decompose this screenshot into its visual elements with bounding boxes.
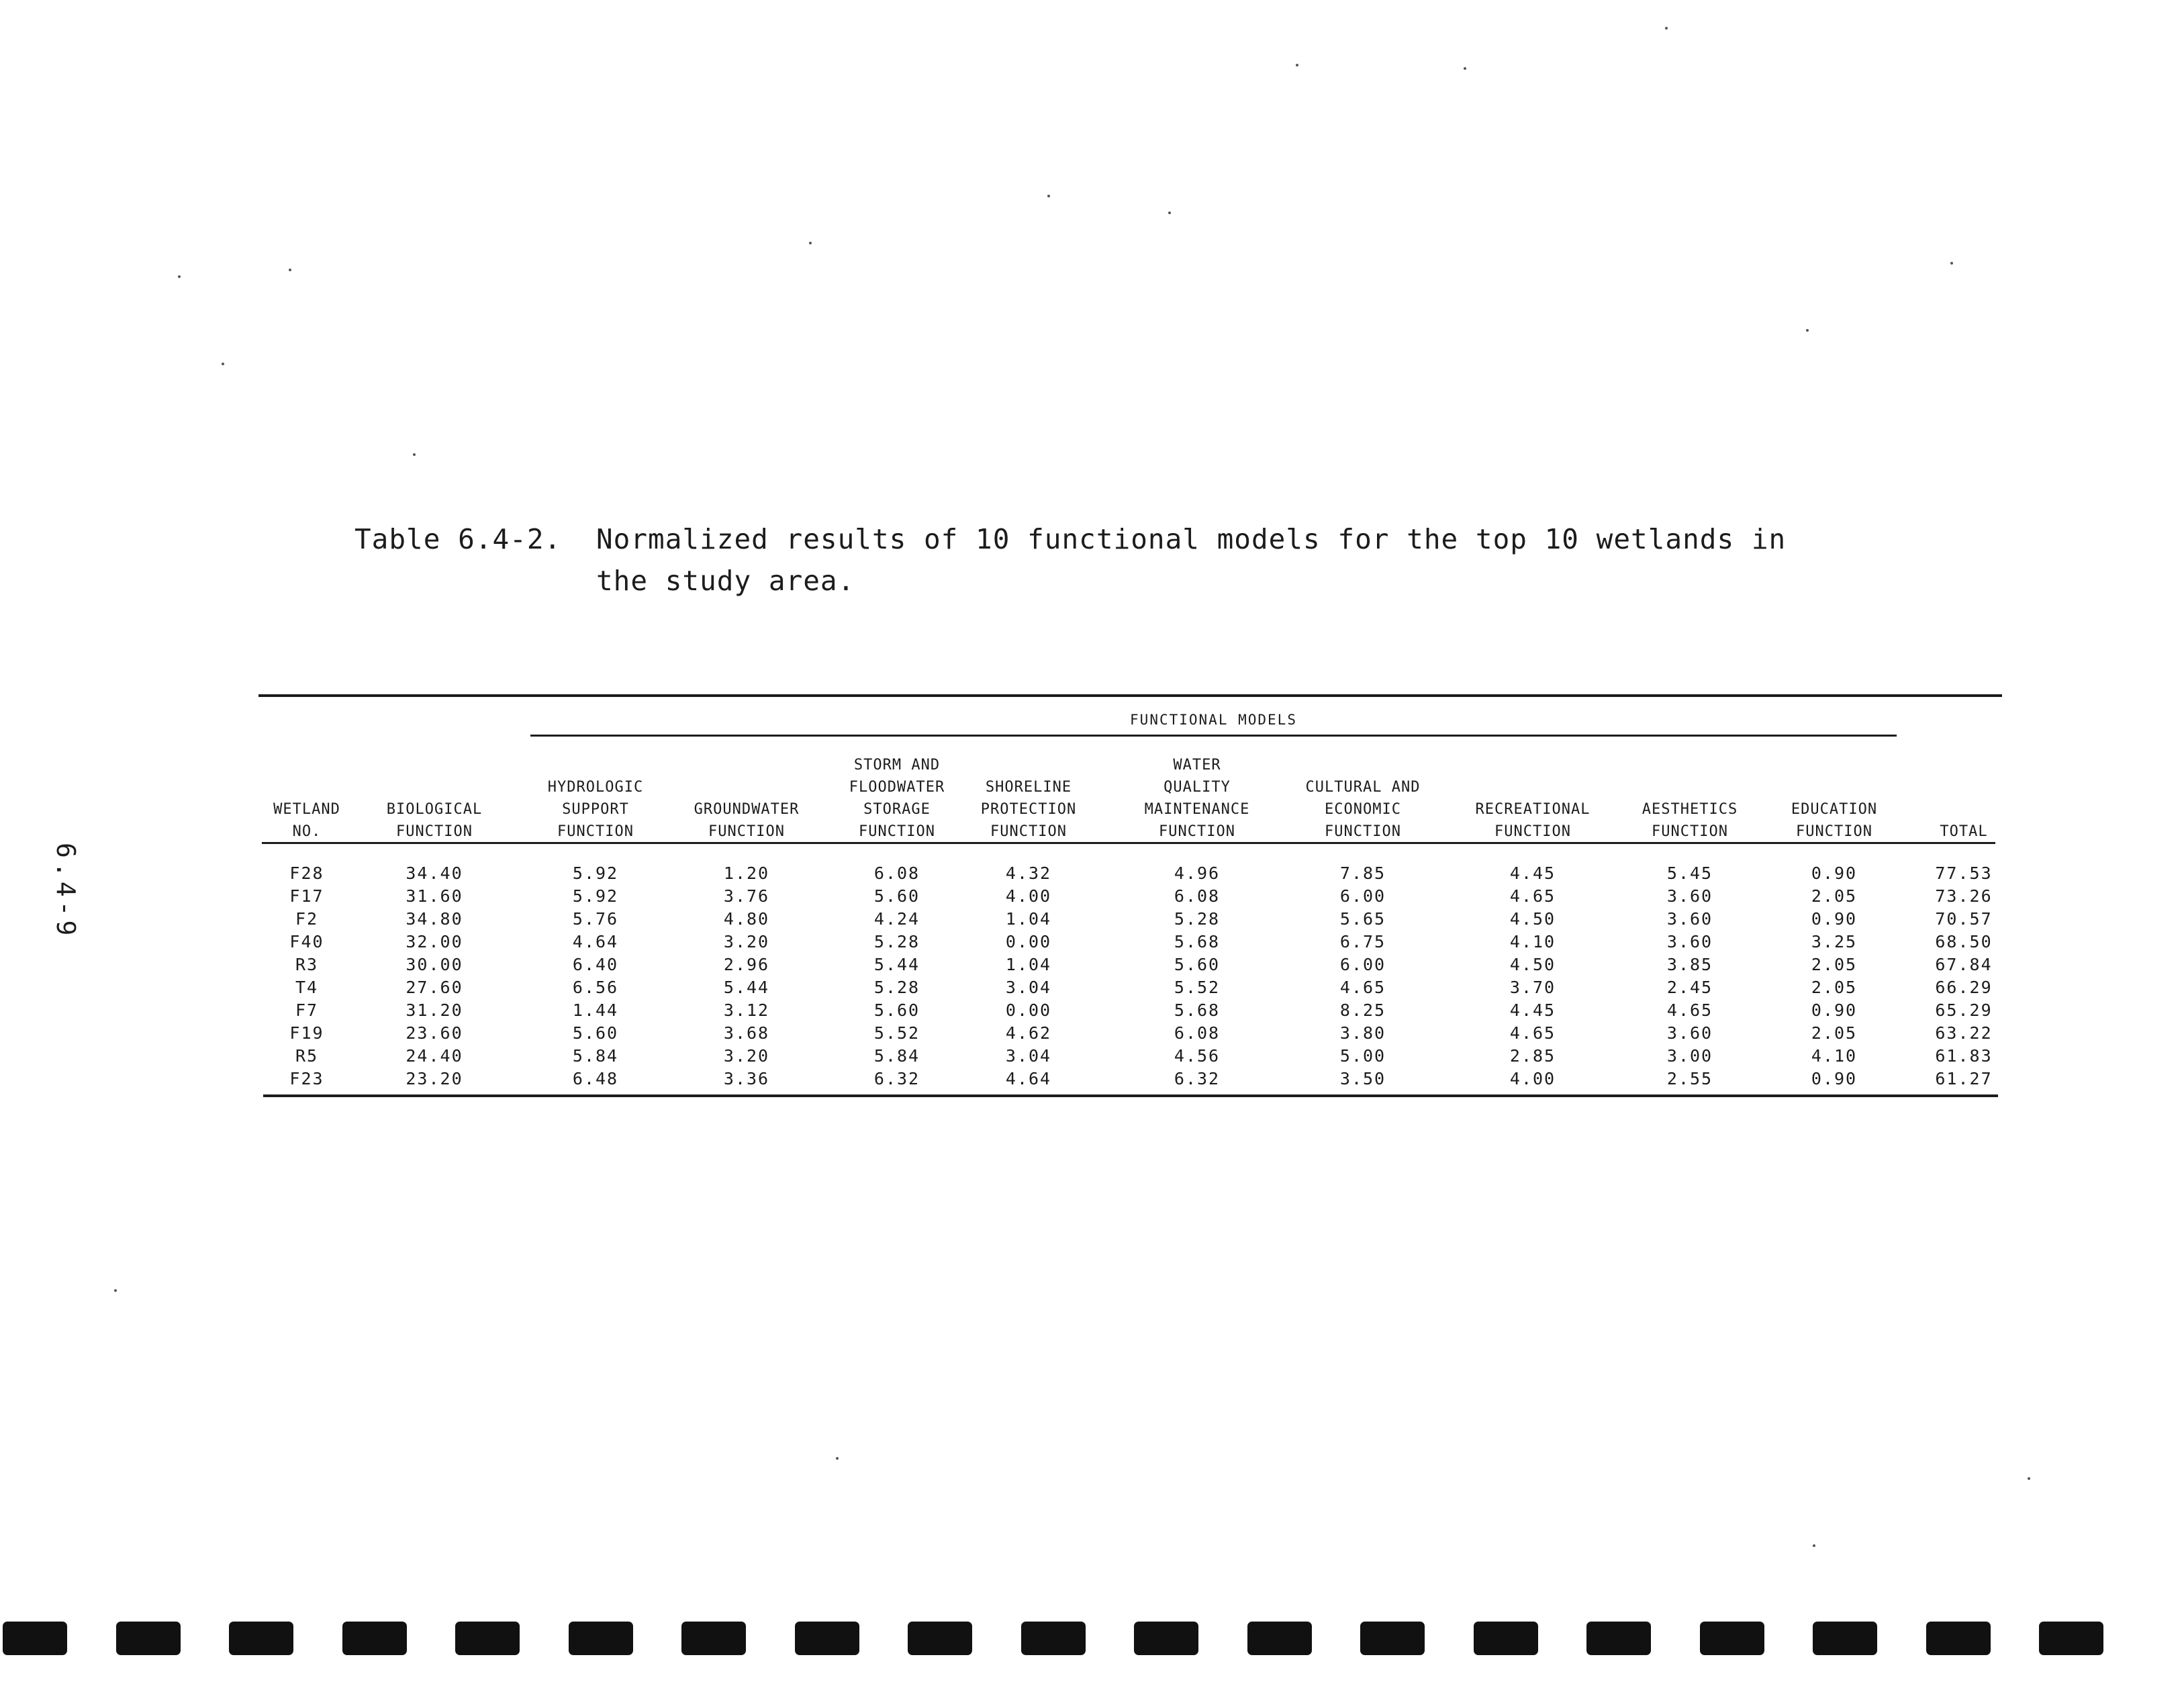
scan-speck bbox=[413, 453, 416, 456]
cell-shoreline-protection: 4.00 bbox=[1005, 886, 1052, 906]
cell-wetland-no: F19 bbox=[289, 1023, 324, 1043]
cell-groundwater: 5.44 bbox=[723, 978, 770, 997]
cell-cultural-economic: 4.65 bbox=[1339, 978, 1386, 997]
cell-wetland-no: R5 bbox=[295, 1046, 319, 1066]
cell-total: 65.29 bbox=[1935, 1000, 1993, 1020]
cell-education: 0.90 bbox=[1811, 863, 1858, 883]
cell-shoreline-protection: 3.04 bbox=[1005, 1046, 1052, 1066]
cell-shoreline-protection: 3.04 bbox=[1005, 978, 1052, 997]
cell-water-quality: 6.32 bbox=[1174, 1069, 1221, 1088]
cell-education: 0.90 bbox=[1811, 1000, 1858, 1020]
scan-speck bbox=[1665, 27, 1668, 30]
cell-aesthetics: 3.60 bbox=[1666, 932, 1713, 951]
cell-wetland-no: F40 bbox=[289, 932, 324, 951]
cell-education: 2.05 bbox=[1811, 978, 1858, 997]
column-header-line: FUNCTION bbox=[1159, 823, 1235, 840]
cell-groundwater: 4.80 bbox=[723, 909, 770, 929]
column-header-line: MAINTENANCE bbox=[1144, 801, 1250, 818]
cell-groundwater: 3.68 bbox=[723, 1023, 770, 1043]
column-header-water-quality bbox=[1145, 745, 1250, 843]
cell-biological: 23.20 bbox=[406, 1069, 463, 1088]
cell-groundwater: 3.12 bbox=[723, 1000, 770, 1020]
column-header-line: STORM AND bbox=[853, 757, 941, 774]
cell-recreational: 4.50 bbox=[1509, 909, 1556, 929]
cell-total: 68.50 bbox=[1935, 932, 1993, 951]
cell-hydrologic-support: 5.84 bbox=[572, 1046, 619, 1066]
binding-hole bbox=[795, 1622, 859, 1655]
cell-total: 67.84 bbox=[1935, 955, 1993, 974]
cell-wetland-no: F23 bbox=[289, 1069, 324, 1088]
caption-line-2: the study area. bbox=[596, 565, 855, 597]
cell-hydrologic-support: 5.92 bbox=[572, 863, 619, 883]
cell-groundwater: 3.20 bbox=[723, 932, 770, 951]
cell-aesthetics: 3.00 bbox=[1666, 1046, 1713, 1066]
binding-hole bbox=[229, 1622, 293, 1655]
column-header-cultural-economic bbox=[1306, 745, 1421, 843]
table-caption bbox=[354, 518, 1832, 602]
cell-recreational: 4.10 bbox=[1509, 932, 1556, 951]
column-header-line: GROUNDWATER bbox=[694, 801, 800, 818]
cell-education: 4.10 bbox=[1811, 1046, 1858, 1066]
scan-speck bbox=[1806, 329, 1809, 332]
cell-cultural-economic: 5.65 bbox=[1339, 909, 1386, 929]
column-header-line: CULTURAL AND bbox=[1305, 779, 1421, 796]
cell-biological: 27.60 bbox=[406, 978, 463, 997]
cell-recreational: 2.85 bbox=[1509, 1046, 1556, 1066]
scan-speck bbox=[1950, 262, 1953, 265]
table-bottom-rule bbox=[263, 1094, 1998, 1097]
scan-speck bbox=[809, 242, 812, 244]
column-header-line: ECONOMIC bbox=[1325, 801, 1401, 818]
cell-wetland-no: F7 bbox=[295, 1000, 319, 1020]
cell-storm-floodwater: 5.44 bbox=[873, 955, 920, 974]
column-header-line: SHORELINE bbox=[985, 779, 1072, 796]
column-header-biological bbox=[387, 745, 482, 843]
scan-speck bbox=[1168, 212, 1171, 214]
cell-shoreline-protection: 0.00 bbox=[1005, 1000, 1052, 1020]
cell-storm-floodwater: 5.52 bbox=[873, 1023, 920, 1043]
cell-hydrologic-support: 1.44 bbox=[572, 1000, 619, 1020]
cell-cultural-economic: 6.00 bbox=[1339, 955, 1386, 974]
cell-hydrologic-support: 5.92 bbox=[572, 886, 619, 906]
binding-hole bbox=[1474, 1622, 1538, 1655]
binding-hole bbox=[342, 1622, 407, 1655]
cell-total: 70.57 bbox=[1935, 909, 1993, 929]
cell-education: 0.90 bbox=[1811, 909, 1858, 929]
cell-wetland-no: T4 bbox=[295, 978, 319, 997]
column-header-line: BIOLOGICAL bbox=[386, 801, 483, 818]
cell-shoreline-protection: 1.04 bbox=[1005, 909, 1052, 929]
cell-hydrologic-support: 6.56 bbox=[572, 978, 619, 997]
cell-water-quality: 5.60 bbox=[1174, 955, 1221, 974]
cell-total: 66.29 bbox=[1935, 978, 1993, 997]
cell-groundwater: 3.76 bbox=[723, 886, 770, 906]
cell-shoreline-protection: 4.62 bbox=[1005, 1023, 1052, 1043]
page-number: 6.4-9 bbox=[51, 843, 81, 940]
binding-hole bbox=[3, 1622, 67, 1655]
column-header-line: STORAGE bbox=[863, 801, 931, 818]
cell-water-quality: 5.52 bbox=[1174, 978, 1221, 997]
binding-hole bbox=[1134, 1622, 1198, 1655]
cell-wetland-no: F28 bbox=[289, 863, 324, 883]
cell-aesthetics: 3.60 bbox=[1666, 1023, 1713, 1043]
cell-recreational: 3.70 bbox=[1509, 978, 1556, 997]
caption-line-1: Normalized results of 10 functional models for the top 10 wetlands in bbox=[596, 523, 1787, 555]
binding-hole bbox=[1700, 1622, 1764, 1655]
cell-hydrologic-support: 6.40 bbox=[572, 955, 619, 974]
cell-wetland-no: F17 bbox=[289, 886, 324, 906]
cell-wetland-no: F2 bbox=[295, 909, 319, 929]
column-header-aesthetics bbox=[1642, 745, 1738, 843]
cell-shoreline-protection: 4.32 bbox=[1005, 863, 1052, 883]
column-header-line: AESTHETICS bbox=[1642, 801, 1738, 818]
column-header-line: FUNCTION bbox=[990, 823, 1067, 840]
column-header-shoreline-protection bbox=[981, 745, 1076, 843]
cell-aesthetics: 2.55 bbox=[1666, 1069, 1713, 1088]
cell-biological: 31.20 bbox=[406, 1000, 463, 1020]
scan-speck bbox=[1296, 64, 1298, 66]
cell-biological: 34.80 bbox=[406, 909, 463, 929]
column-header-line: NO. bbox=[292, 823, 322, 840]
table-top-rule bbox=[258, 694, 2002, 697]
cell-groundwater: 3.20 bbox=[723, 1046, 770, 1066]
cell-storm-floodwater: 5.60 bbox=[873, 886, 920, 906]
cell-biological: 30.00 bbox=[406, 955, 463, 974]
cell-biological: 24.40 bbox=[406, 1046, 463, 1066]
binding-hole bbox=[1360, 1622, 1425, 1655]
column-header-line: WETLAND bbox=[273, 801, 340, 818]
cell-total: 73.26 bbox=[1935, 886, 1993, 906]
cell-education: 2.05 bbox=[1811, 955, 1858, 974]
cell-hydrologic-support: 4.64 bbox=[572, 932, 619, 951]
cell-shoreline-protection: 4.64 bbox=[1005, 1069, 1052, 1088]
cell-groundwater: 3.36 bbox=[723, 1069, 770, 1088]
column-header-line: FUNCTION bbox=[859, 823, 935, 840]
cell-aesthetics: 3.85 bbox=[1666, 955, 1713, 974]
cell-cultural-economic: 7.85 bbox=[1339, 863, 1386, 883]
column-header-line: PROTECTION bbox=[980, 801, 1077, 818]
cell-recreational: 4.50 bbox=[1509, 955, 1556, 974]
cell-biological: 31.60 bbox=[406, 886, 463, 906]
column-header-line: FUNCTION bbox=[708, 823, 785, 840]
column-header-line: EDUCATION bbox=[1791, 801, 1878, 818]
cell-storm-floodwater: 6.32 bbox=[873, 1069, 920, 1088]
column-header-total bbox=[1940, 745, 1987, 843]
cell-total: 77.53 bbox=[1935, 863, 1993, 883]
cell-aesthetics: 3.60 bbox=[1666, 886, 1713, 906]
scan-speck bbox=[1047, 195, 1050, 197]
binding-hole bbox=[908, 1622, 972, 1655]
cell-education: 3.25 bbox=[1811, 932, 1858, 951]
cell-recreational: 4.45 bbox=[1509, 863, 1556, 883]
column-header-education bbox=[1791, 745, 1877, 843]
cell-storm-floodwater: 6.08 bbox=[873, 863, 920, 883]
cell-storm-floodwater: 5.84 bbox=[873, 1046, 920, 1066]
cell-recreational: 4.45 bbox=[1509, 1000, 1556, 1020]
binding-hole bbox=[1021, 1622, 1086, 1655]
cell-education: 0.90 bbox=[1811, 1069, 1858, 1088]
column-header-line: FUNCTION bbox=[1325, 823, 1401, 840]
scan-speck bbox=[836, 1457, 839, 1460]
column-header-wetland-no bbox=[273, 745, 340, 843]
binding-hole bbox=[455, 1622, 520, 1655]
cell-cultural-economic: 3.50 bbox=[1339, 1069, 1386, 1088]
column-header-line: WATER bbox=[1173, 757, 1221, 774]
table-label: Table 6.4-2. bbox=[354, 523, 562, 555]
cell-groundwater: 1.20 bbox=[723, 863, 770, 883]
cell-aesthetics: 2.45 bbox=[1666, 978, 1713, 997]
column-header-line: SUPPORT bbox=[562, 801, 629, 818]
cell-aesthetics: 5.45 bbox=[1666, 863, 1713, 883]
cell-water-quality: 4.56 bbox=[1174, 1046, 1221, 1066]
cell-cultural-economic: 5.00 bbox=[1339, 1046, 1386, 1066]
column-header-line: HYDROLOGIC bbox=[547, 779, 644, 796]
cell-biological: 32.00 bbox=[406, 932, 463, 951]
binding-hole bbox=[1926, 1622, 1991, 1655]
binding-hole bbox=[1813, 1622, 1877, 1655]
cell-water-quality: 5.68 bbox=[1174, 1000, 1221, 1020]
cell-shoreline-protection: 1.04 bbox=[1005, 955, 1052, 974]
binding-hole bbox=[569, 1622, 633, 1655]
cell-shoreline-protection: 0.00 bbox=[1005, 932, 1052, 951]
column-header-line: TOTAL bbox=[1940, 823, 1988, 840]
cell-recreational: 4.65 bbox=[1509, 1023, 1556, 1043]
binding-holes bbox=[0, 1622, 2184, 1662]
cell-storm-floodwater: 5.28 bbox=[873, 978, 920, 997]
cell-cultural-economic: 3.80 bbox=[1339, 1023, 1386, 1043]
scan-speck bbox=[2028, 1477, 2030, 1480]
cell-hydrologic-support: 5.76 bbox=[572, 909, 619, 929]
column-header-line: FUNCTION bbox=[1796, 823, 1872, 840]
binding-hole bbox=[1586, 1622, 1651, 1655]
cell-cultural-economic: 6.00 bbox=[1339, 886, 1386, 906]
column-header-line: QUALITY bbox=[1164, 779, 1231, 796]
column-header-storm-floodwater bbox=[849, 745, 945, 843]
column-header-line: FUNCTION bbox=[1494, 823, 1571, 840]
cell-storm-floodwater: 5.28 bbox=[873, 932, 920, 951]
group-header-rule bbox=[530, 735, 1897, 737]
cell-storm-floodwater: 4.24 bbox=[873, 909, 920, 929]
binding-hole bbox=[1247, 1622, 1312, 1655]
cell-recreational: 4.00 bbox=[1509, 1069, 1556, 1088]
column-header-line: FUNCTION bbox=[557, 823, 634, 840]
column-header-groundwater bbox=[694, 745, 800, 843]
column-header-recreational bbox=[1476, 745, 1590, 843]
cell-hydrologic-support: 6.48 bbox=[572, 1069, 619, 1088]
scan-speck bbox=[178, 275, 181, 278]
cell-wetland-no: R3 bbox=[295, 955, 319, 974]
scan-speck bbox=[114, 1289, 117, 1292]
cell-education: 2.05 bbox=[1811, 1023, 1858, 1043]
cell-biological: 23.60 bbox=[406, 1023, 463, 1043]
scan-speck bbox=[1813, 1544, 1815, 1547]
cell-education: 2.05 bbox=[1811, 886, 1858, 906]
cell-water-quality: 6.08 bbox=[1174, 886, 1221, 906]
cell-storm-floodwater: 5.60 bbox=[873, 1000, 920, 1020]
scan-speck bbox=[1464, 67, 1466, 70]
column-header-line: FUNCTION bbox=[1652, 823, 1728, 840]
column-header-line: FLOODWATER bbox=[849, 779, 945, 796]
column-header-line: RECREATIONAL bbox=[1475, 801, 1590, 818]
cell-hydrologic-support: 5.60 bbox=[572, 1023, 619, 1043]
cell-total: 61.27 bbox=[1935, 1069, 1993, 1088]
binding-hole bbox=[116, 1622, 181, 1655]
cell-groundwater: 2.96 bbox=[723, 955, 770, 974]
cell-water-quality: 5.28 bbox=[1174, 909, 1221, 929]
group-header: FUNCTIONAL MODELS bbox=[1130, 712, 1297, 728]
cell-cultural-economic: 6.75 bbox=[1339, 932, 1386, 951]
scan-speck bbox=[222, 363, 224, 365]
cell-water-quality: 5.68 bbox=[1174, 932, 1221, 951]
column-header-hydrologic-support bbox=[548, 745, 643, 843]
cell-aesthetics: 4.65 bbox=[1666, 1000, 1713, 1020]
header-rule bbox=[262, 842, 1995, 844]
cell-biological: 34.40 bbox=[406, 863, 463, 883]
cell-recreational: 4.65 bbox=[1509, 886, 1556, 906]
cell-water-quality: 6.08 bbox=[1174, 1023, 1221, 1043]
cell-cultural-economic: 8.25 bbox=[1339, 1000, 1386, 1020]
binding-hole bbox=[2039, 1622, 2103, 1655]
cell-water-quality: 4.96 bbox=[1174, 863, 1221, 883]
cell-total: 61.83 bbox=[1935, 1046, 1993, 1066]
binding-hole bbox=[681, 1622, 746, 1655]
column-header-line: FUNCTION bbox=[396, 823, 473, 840]
scan-speck bbox=[289, 269, 291, 271]
cell-total: 63.22 bbox=[1935, 1023, 1993, 1043]
cell-aesthetics: 3.60 bbox=[1666, 909, 1713, 929]
